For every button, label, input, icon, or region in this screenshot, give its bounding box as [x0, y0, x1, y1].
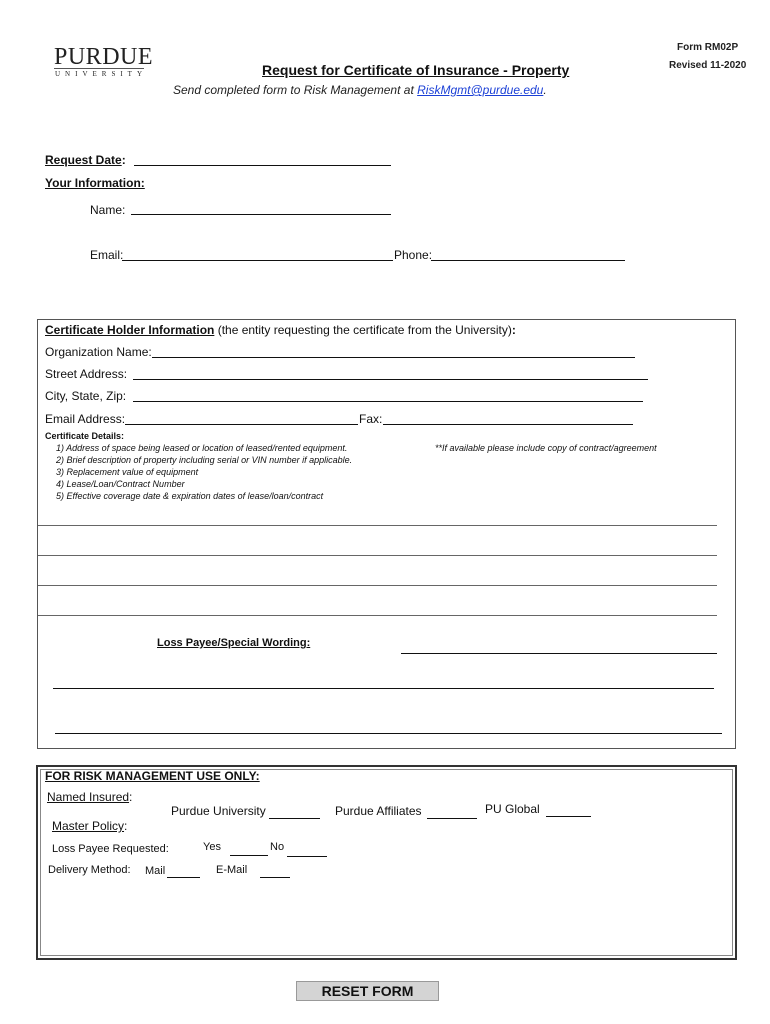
phone-field[interactable]	[431, 260, 625, 261]
no-option: No	[270, 841, 285, 853]
email-field[interactable]	[122, 260, 393, 261]
pu-global-option: PU Global	[485, 802, 540, 816]
named-insured-colon: :	[129, 790, 133, 804]
certificate-holder-section	[37, 319, 736, 749]
email-delivery-field[interactable]	[260, 877, 290, 878]
your-information-heading: Your Information:	[45, 176, 145, 190]
street-address-label: Street Address:	[45, 367, 128, 381]
subtitle-period: .	[543, 83, 547, 97]
master-policy-text: Master Policy	[52, 819, 125, 833]
master-policy-colon: :	[124, 819, 128, 833]
subtitle	[173, 83, 547, 97]
pu-global-field[interactable]	[546, 816, 591, 817]
certificate-details-title: Certificate Details:	[45, 431, 125, 441]
request-date-text: Request Date	[45, 153, 122, 167]
form-number: Form RM02P	[677, 42, 739, 53]
details-line-1[interactable]	[38, 525, 717, 526]
mail-field[interactable]	[167, 877, 200, 878]
loss-payee-field-2[interactable]	[53, 688, 714, 689]
purdue-logo	[54, 44, 153, 71]
details-item: 2) Brief description of property including serial or VIN number if applicable.	[56, 455, 353, 465]
phone-label: Phone:	[394, 248, 433, 262]
no-field[interactable]	[287, 856, 327, 857]
risk-mgmt-email-link[interactable]: RiskMgmt@purdue.edu	[417, 83, 544, 97]
holder-email-field[interactable]	[125, 424, 358, 425]
logo-name: PURDUE	[54, 44, 154, 70]
named-insured-text: Named Insured	[47, 790, 130, 804]
certificate-holder-title: Certificate Holder Information	[45, 323, 215, 337]
yes-option: Yes	[203, 841, 221, 853]
delivery-method-label: Delivery Method:	[48, 864, 131, 876]
details-item: 4) Lease/Loan/Contract Number	[56, 479, 185, 489]
email-label: Email:	[90, 248, 124, 262]
reset-form-button[interactable]: RESET FORM	[296, 981, 439, 1001]
logo-sub: UNIVERSITY	[55, 70, 147, 78]
name-label: Name:	[90, 203, 126, 217]
loss-payee-field-3[interactable]	[55, 733, 722, 734]
details-item: 1) Address of space being leased or location of leased/rented equipment.	[56, 443, 348, 453]
request-date-label	[45, 153, 126, 167]
named-insured-label	[47, 790, 132, 804]
street-address-field[interactable]	[133, 379, 648, 380]
risk-management-inner-border	[40, 769, 733, 956]
name-field[interactable]	[131, 214, 391, 215]
purdue-affiliates-option: Purdue Affiliates	[335, 804, 422, 818]
certificate-details-list	[56, 443, 352, 503]
details-item: 5) Effective coverage date & expiration dates of lease/loan/contract	[56, 491, 324, 501]
subtitle-text: Send completed form to Risk Management at	[173, 83, 418, 97]
purdue-university-option: Purdue University	[171, 804, 266, 818]
city-state-zip-field[interactable]	[133, 401, 643, 402]
holder-email-label: Email Address:	[45, 412, 126, 426]
details-line-3[interactable]	[38, 585, 717, 586]
loss-payee-requested-label: Loss Payee Requested:	[52, 843, 169, 855]
details-item: 3) Replacement value of equipment	[56, 467, 199, 477]
contract-note: **If available please include copy of contract/agreement	[435, 443, 657, 453]
revised-date: Revised 11-2020	[669, 60, 747, 71]
risk-management-heading: FOR RISK MANAGEMENT USE ONLY:	[45, 769, 260, 783]
loss-payee-label: Loss Payee/Special Wording:	[157, 637, 311, 649]
certificate-holder-note: (the entity requesting the certificate from the University)	[214, 323, 512, 337]
purdue-university-field[interactable]	[269, 818, 320, 819]
details-line-2[interactable]	[38, 555, 717, 556]
email-option: E-Mail	[216, 864, 248, 876]
logo-rule	[54, 68, 144, 69]
request-date-colon: :	[121, 153, 126, 167]
fax-field[interactable]	[383, 424, 633, 425]
organization-field[interactable]	[152, 357, 635, 358]
yes-field[interactable]	[230, 855, 268, 856]
fax-label: Fax:	[359, 412, 383, 426]
page-title: Request for Certificate of Insurance - Property	[262, 62, 570, 78]
purdue-affiliates-field[interactable]	[427, 818, 477, 819]
city-state-zip-label: City, State, Zip:	[45, 389, 127, 403]
organization-label: Organization Name:	[45, 345, 152, 359]
request-date-field[interactable]	[134, 165, 391, 166]
master-policy-label	[52, 819, 127, 833]
details-line-4[interactable]	[38, 615, 717, 616]
loss-payee-field-1[interactable]	[401, 653, 717, 654]
certificate-holder-colon: :	[511, 323, 516, 337]
mail-option: Mail	[145, 865, 166, 877]
certificate-holder-heading	[45, 323, 516, 337]
